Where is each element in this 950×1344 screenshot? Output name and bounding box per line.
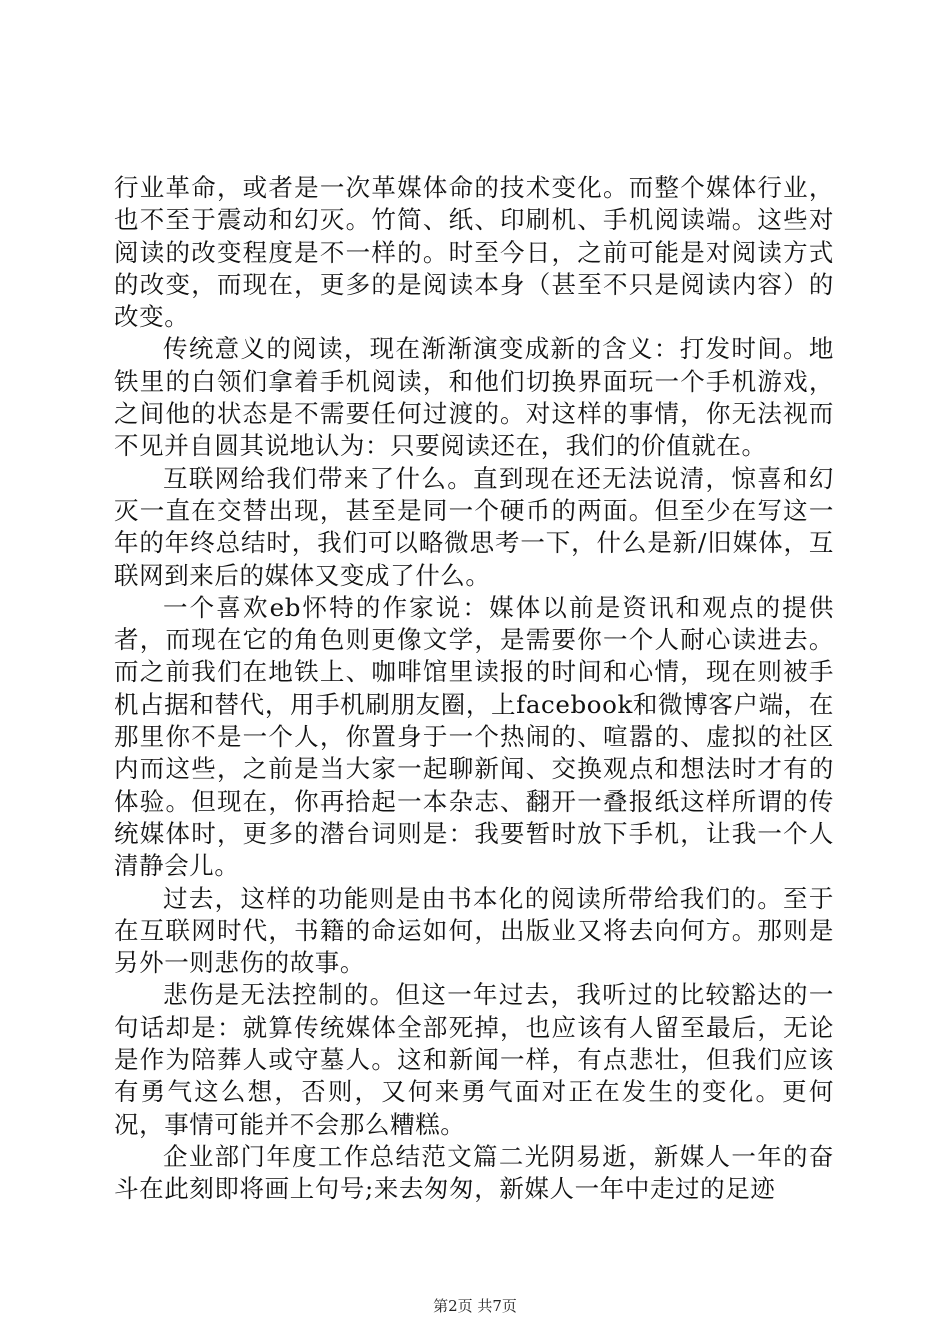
paragraph-4: 一个喜欢eb怀特的作家说：媒体以前是资讯和观点的提供者，而现在它的角色则更像文学，是需要你一个人耐心读进去。而之前我们在地铁上、咖啡馆里读报的时间和心情，现在则被手机占据和替代，用手机刷朋友圈，上facebook和微博客户端，在那里你不是一个人，你置身于一个热闹的、喧嚣的、虚拟的社区内而这些，之前是当大家一起聊新闻、交换观点和想法时才有的体验。但现在，你再拾起一本杂志、翻开一叠报纸这样所谓的传统媒体时，更多的潜台词则是：我要暂时放下手机，让我一个人清静会儿。 <box>114 592 834 881</box>
paragraph-7: 企业部门年度工作总结范文篇二光阴易逝，新媒人一年的奋斗在此刻即将画上句号;来去匆匆，新媒人一年中走过的足迹 <box>114 1141 834 1204</box>
page-number-label: 第2页 共7页 <box>433 1297 517 1315</box>
paragraph-6: 悲伤是无法控制的。但这一年过去，我听过的比较豁达的一句话却是：就算传统媒体全部死掉，也应该有人留至最后，无论是作为陪葬人或守墓人。这和新闻一样，有点悲壮，但我们应该有勇气这么想，否则，又何来勇气面对正在发生的变化。更何况，事情可能并不会那么糟糕。 <box>114 980 834 1139</box>
document-body <box>114 172 834 1206</box>
page-footer <box>0 1296 950 1316</box>
paragraph-5: 过去，这样的功能则是由书本化的阅读所带给我们的。至于在互联网时代，书籍的命运如何，出版业又将去向何方。那则是另外一则悲伤的故事。 <box>114 883 834 978</box>
paragraph-2: 传统意义的阅读，现在渐渐演变成新的含义：打发时间。地铁里的白领们拿着手机阅读，和他们切换界面玩一个手机游戏，之间他的状态是不需要任何过渡的。对这样的事情，你无法视而不见并自圆其说地认为：只要阅读还在，我们的价值就在。 <box>114 334 834 461</box>
paragraph-3: 互联网给我们带来了什么。直到现在还无法说清，惊喜和幻灭一直在交替出现，甚至是同一个硬币的两面。但至少在写这一年的年终总结时，我们可以略微思考一下，什么是新/旧媒体，互联网到来后的媒体又变成了什么。 <box>114 463 834 590</box>
paragraph-1: 行业革命，或者是一次革媒体命的技术变化。而整个媒体行业，也不至于震动和幻灭。竹简、纸、印刷机、手机阅读端。这些对阅读的改变程度是不一样的。时至今日，之前可能是对阅读方式的改变，而现在，更多的是阅读本身（甚至不只是阅读内容）的改变。 <box>114 173 834 332</box>
